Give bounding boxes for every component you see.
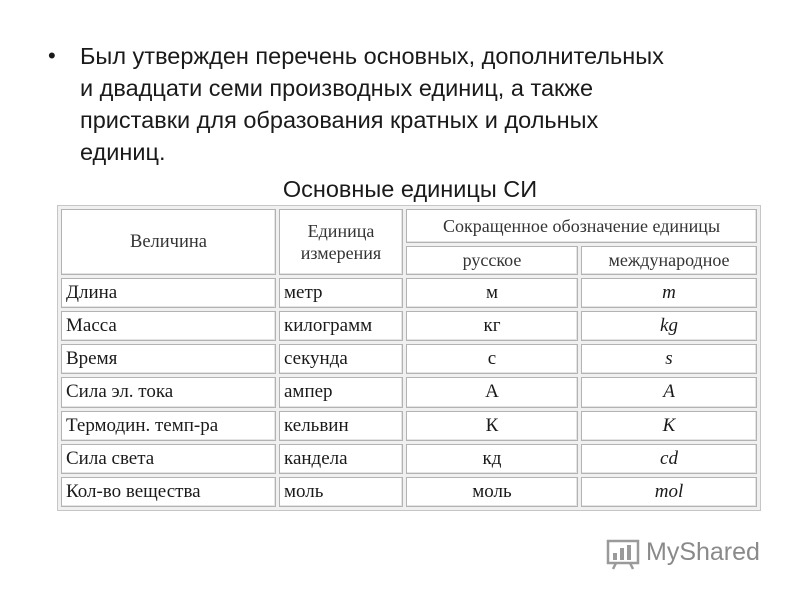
cell-russian: с — [406, 344, 578, 374]
table-caption — [0, 176, 800, 203]
bullet-line: приставки для образования кратных и дольных — [80, 107, 599, 133]
cell-russian: К — [406, 411, 578, 441]
chart-logo-icon — [606, 535, 642, 571]
caption-text: Основные единицы СИ — [282, 176, 538, 202]
header-international: международное — [581, 246, 757, 275]
table-row — [61, 344, 757, 374]
bullet-line: Был утвержден перечень основных, дополнительных — [80, 43, 664, 69]
cell-international: cd — [581, 444, 757, 474]
myshared-watermark — [606, 535, 766, 571]
cell-unit: метр — [279, 278, 403, 308]
bullet-dot: • — [48, 43, 56, 68]
si-units-table — [57, 205, 761, 511]
table-row — [61, 311, 757, 341]
cell-russian: А — [406, 377, 578, 407]
cell-quantity: Время — [61, 344, 276, 374]
header-quantity: Величина — [61, 209, 276, 275]
cell-unit: кельвин — [279, 411, 403, 441]
cell-quantity: Сила света — [61, 444, 276, 474]
cell-quantity: Термодин. темп-ра — [61, 411, 276, 441]
cell-russian: кг — [406, 311, 578, 341]
cell-russian: м — [406, 278, 578, 308]
header-russian: русское — [406, 246, 578, 275]
cell-russian: кд — [406, 444, 578, 474]
cell-quantity: Сила эл. тока — [61, 377, 276, 407]
table-row — [61, 477, 757, 507]
cell-international: K — [581, 411, 757, 441]
cell-international: s — [581, 344, 757, 374]
table-row — [61, 411, 757, 441]
header-unit: Единица измерения — [279, 209, 403, 275]
bullet-line: и двадцати семи производных единиц, а также — [80, 75, 594, 101]
cell-international: m — [581, 278, 757, 308]
cell-quantity: Длина — [61, 278, 276, 308]
cell-quantity: Масса — [61, 311, 276, 341]
cell-international: kg — [581, 311, 757, 341]
table-row — [61, 278, 757, 308]
watermark-text: MyShared — [646, 538, 760, 566]
table-row — [61, 444, 757, 474]
table-row — [61, 377, 757, 407]
cell-international: mol — [581, 477, 757, 507]
cell-quantity: Кол-во вещества — [61, 477, 276, 507]
cell-russian: моль — [406, 477, 578, 507]
bullet-text — [80, 40, 770, 168]
cell-international: A — [581, 377, 757, 407]
cell-unit: кандела — [279, 444, 403, 474]
header-abbreviation: Сокращенное обозначение единицы — [406, 209, 757, 243]
cell-unit: ампер — [279, 377, 403, 407]
header-row — [61, 209, 757, 243]
cell-unit: килограмм — [279, 311, 403, 341]
cell-unit: моль — [279, 477, 403, 507]
cell-unit: секунда — [279, 344, 403, 374]
bullet-line: единиц. — [80, 139, 166, 165]
